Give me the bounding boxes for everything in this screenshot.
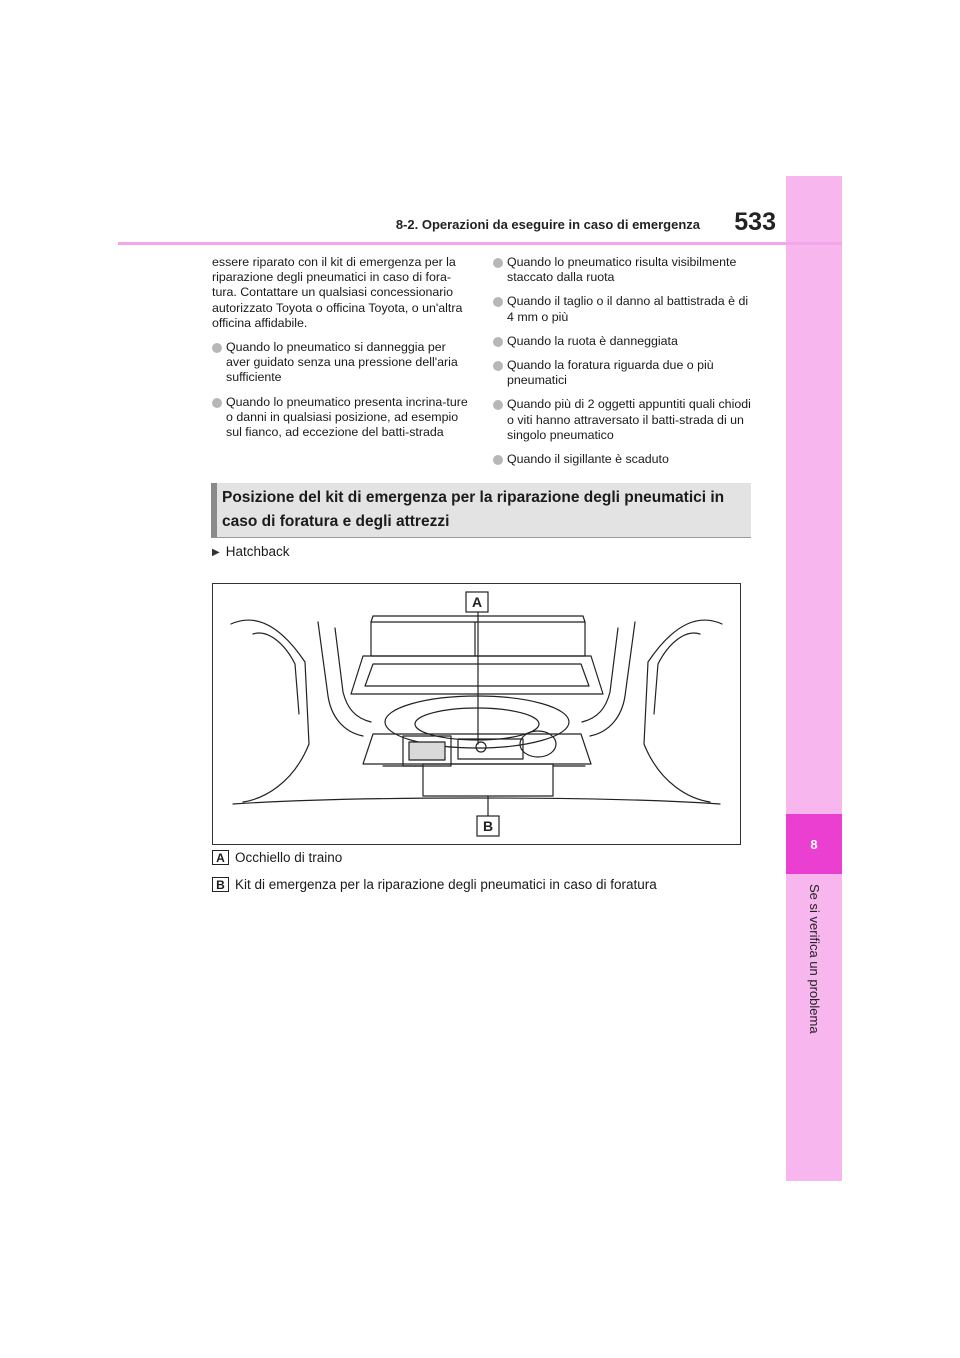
- list-item-text: Quando il taglio o il danno al battistrada è di 4 mm o più: [507, 294, 749, 324]
- legend-item-b: [212, 877, 657, 892]
- callout-b: [477, 816, 499, 836]
- chapter-number-badge: 8: [786, 814, 842, 874]
- variant-row: [212, 544, 290, 559]
- list-item: [493, 397, 755, 443]
- list-item: [493, 452, 755, 467]
- bullet-icon: [212, 398, 222, 408]
- bullet-icon: [493, 400, 503, 410]
- list-item-text: Quando lo pneumatico risulta visibilmente staccato dalla ruota: [507, 255, 737, 285]
- spare-well-inner: [415, 708, 539, 740]
- list-item: [212, 395, 470, 441]
- list-item: [493, 294, 755, 324]
- list-item: [493, 358, 755, 388]
- list-item: [493, 334, 755, 349]
- tool-tray: [458, 739, 523, 759]
- callout-b-label: B: [482, 818, 494, 834]
- list-item-text: Quando lo pneumatico si danneggia per aver guidato senza una pressione dell'aria sufficiente: [226, 340, 458, 385]
- list-item: [493, 255, 755, 285]
- chapter-label: Se si verifica un problema: [807, 884, 822, 1034]
- legend-text-a: Occhiello di traino: [235, 850, 343, 865]
- bullet-icon: [212, 343, 222, 353]
- diagram-illustration: [213, 584, 740, 844]
- running-header-section: 8-2. Operazioni da eseguire in caso di emergenza: [395, 217, 700, 232]
- right-trim: [582, 628, 618, 722]
- kit-box-fill: [409, 742, 445, 760]
- left-body-outline: [231, 620, 309, 802]
- luggage-compartment-diagram: [212, 583, 741, 845]
- list-item: [212, 340, 470, 386]
- legend-key-b: B: [212, 877, 229, 892]
- bumper-line: [233, 798, 720, 804]
- legend-text-b: Kit di emergenza per la riparazione degli pneumatici in caso di foratura: [235, 877, 657, 892]
- callout-a: [466, 592, 488, 612]
- b-highlight-frame: [423, 764, 553, 796]
- right-column: [493, 255, 755, 476]
- left-column: [212, 255, 470, 449]
- list-item-text: Quando la foratura riguarda due o più pneumatici: [507, 358, 714, 388]
- intro-paragraph: essere riparato con il kit di emergenza per la riparazione degli pneumatici in caso di fora-tura. Contattare un qualsiasi concessionario autorizzato Toyota o officina Toyota, o un'altra officina affidabile.: [212, 255, 463, 330]
- tray-inner: [365, 664, 589, 686]
- header-divider: [118, 242, 842, 245]
- bullet-icon: [493, 337, 503, 347]
- section-title: Posizione del kit di emergenza per la riparazione degli pneumatici in caso di foratura e degli attrezzi: [222, 489, 725, 530]
- page-number: 533: [734, 208, 776, 236]
- bullet-icon: [493, 258, 503, 268]
- legend-key-a: A: [212, 850, 229, 865]
- triangle-right-icon: ▶: [212, 547, 220, 558]
- bullet-icon: [493, 297, 503, 307]
- list-item-text: Quando il sigillante è scaduto: [507, 452, 669, 467]
- right-pillar: [590, 622, 635, 736]
- list-item-text: Quando più di 2 oggetti appuntiti quali chiodi o viti hanno attraversato il batti-strada di un singolo pneumatico: [507, 397, 751, 442]
- variant-label: Hatchback: [225, 544, 290, 559]
- left-trim: [335, 628, 371, 722]
- right-body-outline: [644, 620, 722, 802]
- bullet-icon: [493, 455, 503, 465]
- legend-item-a: [212, 850, 342, 865]
- list-item-text: Quando lo pneumatico presenta incrina-ture o danni in qualsiasi posizione, ad esempio sul fianco, ad eccezione del batti-strada: [226, 394, 468, 440]
- tray-upper: [351, 656, 603, 694]
- list-item-text: Quando la ruota è danneggiata: [507, 333, 678, 348]
- callout-a-label: A: [471, 594, 483, 610]
- bullet-icon: [493, 361, 503, 371]
